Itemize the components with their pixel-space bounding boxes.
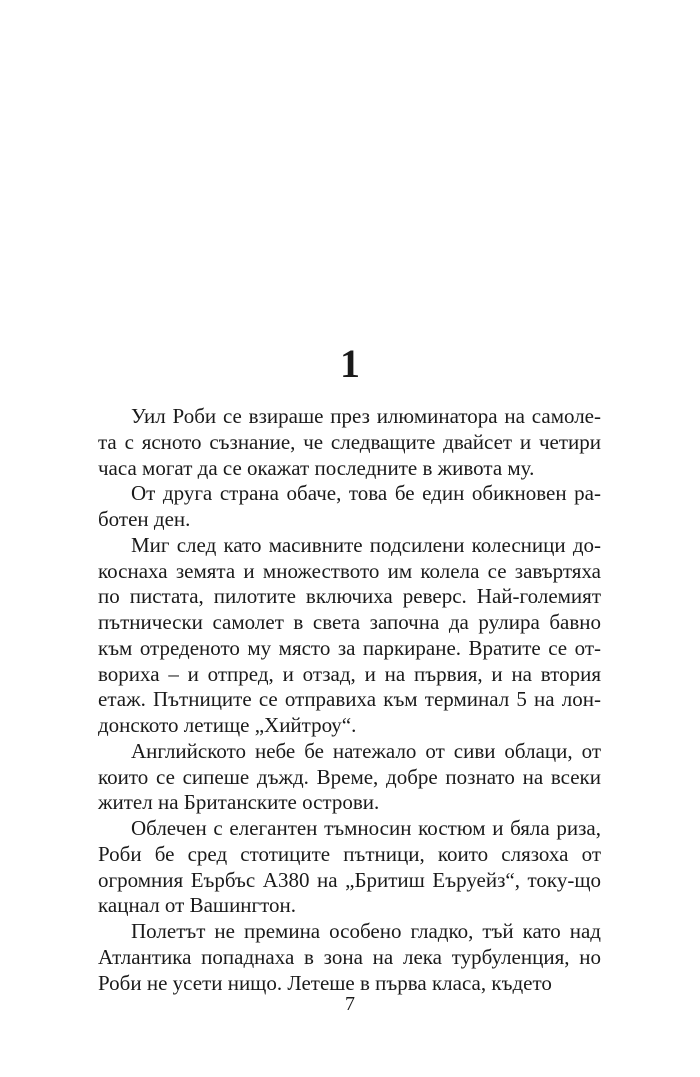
text-line: ботен ден.	[98, 507, 191, 531]
page-number: 7	[345, 993, 355, 1015]
text-line: Роби не усети нищо. Летеше в първа класа, където	[98, 970, 552, 995]
text-line: Миг след като масивните подсилени колесници до-	[131, 532, 601, 557]
text-line: та с ясното съзнание, че следващите двайсет и четири	[98, 429, 601, 454]
text-line: Атлантика попаднаха в зона на лека турбуленция, но	[98, 944, 601, 969]
text-line: жител на Британските острови.	[98, 790, 380, 815]
text-line: към отреденото му място за паркиране. Вратите се от-	[98, 635, 601, 660]
text-line: Облечен с елегантен тъмносин костюм и бяла риза,	[131, 816, 601, 840]
text-line: часа могат да се окажат последните в живота му.	[98, 455, 535, 480]
text-line: донското летище „Хийтроу“.	[98, 713, 357, 737]
text-line: които се сипеше дъжд. Време, добре познато на всеки	[98, 764, 601, 789]
text-line: пътнически самолет в света започна да рулира бавно	[98, 610, 601, 634]
text-line: Уил Роби се взираше през илюминатора на самоле-	[131, 404, 601, 428]
text-line: Английското небе бе натежало от сиви облаци, от	[131, 738, 601, 763]
text-line: огромния Еърбъс А380 на „Бритиш Еъруейз“, току-що	[98, 867, 601, 892]
text-line: От друга страна обаче, това бе един обикновен ра-	[131, 481, 601, 506]
text-line: коснаха земята и множеството им колела се завъртяха	[98, 558, 601, 583]
text-line: етаж. Пътниците се отправиха към терминал 5 на лон-	[98, 687, 601, 712]
chapter-number: 1	[340, 341, 360, 386]
text-line: Роби бе сред стотиците пътници, които слязоха от	[98, 841, 601, 866]
text-line: вориха – и отпред, и отзад, и на първия, и на втория	[98, 661, 601, 686]
text-line: по пистата, пилотите включиха реверс. Най-големият	[98, 584, 601, 609]
text-line: Полетът не премина особено гладко, тъй като над	[131, 919, 601, 943]
text-line: кацнал от Вашингтон.	[98, 893, 297, 918]
body-text	[98, 404, 698, 996]
